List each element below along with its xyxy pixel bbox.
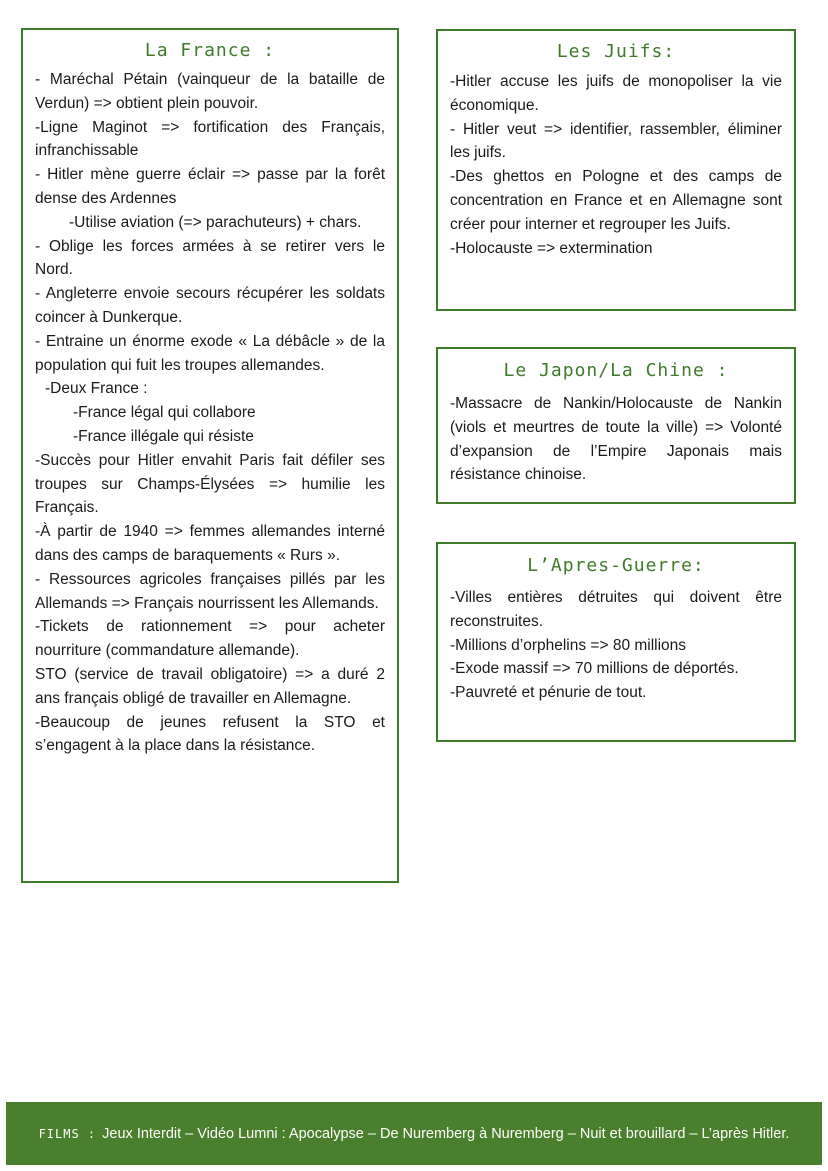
section-apres-guerre: [436, 542, 796, 742]
section-title: Les Juifs:: [556, 41, 676, 62]
list-item: -Hitler accuse les juifs de monopoliser la vie économique.: [450, 73, 782, 114]
list-item: - Oblige les forces armées à se retirer vers le Nord.: [35, 237, 385, 279]
list-item: -Exode massif => 70 millions de déportés.: [450, 660, 739, 678]
list-item: - Hitler mène guerre éclair => passe par la forêt dense des Ardennes: [35, 166, 385, 207]
list-item: -À partir de 1940 => femmes allemandes interné dans des camps de baraquements « Rurs ».: [35, 523, 385, 564]
section-list: [450, 70, 782, 260]
list-item: - Angleterre envoie secours récupérer les soldats coincer à Dunkerque.: [35, 285, 385, 326]
section-list: [450, 586, 782, 705]
section-juifs: [436, 29, 796, 311]
list-item: - Ressources agricoles françaises pillés par les Allemands => Français nourrissent les Allemands.: [35, 570, 385, 612]
list-item: STO (service de travail obligatoire) => a duré 2 ans français obligé de travailler en Allemagne.: [35, 665, 385, 707]
list-item: -Pauvreté et pénurie de tout.: [450, 684, 647, 702]
films-label: FILMS :: [38, 1126, 97, 1141]
list-item: - Entraine un énorme exode « La débâcle » de la population qui fuit les troupes allemandes.: [35, 332, 385, 374]
list-item: -Millions d’orphelins => 80 millions: [450, 636, 687, 654]
list-item: -France illégale qui résiste: [73, 427, 254, 445]
section-list: [35, 68, 385, 758]
list-item: -Tickets de rationnement => pour acheter nourriture (commandature allemande).: [35, 618, 385, 660]
section-title: La France :: [144, 40, 276, 61]
list-item: - Maréchal Pétain (vainqueur de la bataille de Verdun) => obtient plein pouvoir.: [35, 71, 385, 112]
section-title: L’Apres-Guerre:: [527, 555, 705, 576]
section-france: [21, 28, 399, 883]
list-item: - Hitler veut => identifier, rassembler, éliminer les juifs.: [450, 120, 782, 162]
films-list: Jeux Interdit – Vidéo Lumni : Apocalypse – De Nuremberg à Nuremberg – Nuit et brouillard – L’après Hitler.: [102, 1125, 790, 1142]
list-item: -Des ghettos en Pologne et des camps de concentration en France et en Allemagne sont créer pour interner et regrouper les Juifs.: [450, 168, 782, 233]
list-item: -Ligne Maginot => fortification des Français, infranchissable: [35, 118, 385, 160]
list-item: -Utilise aviation (=> parachuteurs) + chars.: [69, 213, 362, 231]
section-list: [450, 392, 782, 487]
list-item: -Holocauste => extermination: [450, 239, 653, 257]
list-item: -Beaucoup de jeunes refusent la STO et s’engagent à la place dans la résistance.: [35, 713, 385, 755]
list-item: -Succès pour Hitler envahit Paris fait défiler ses troupes sur Champs-Élysées => humilie les Français.: [35, 451, 385, 517]
films-footer: [6, 1102, 822, 1165]
list-item: -Massacre de Nankin/Holocauste de Nankin (viols et meurtres de toute la ville) => Volonté d’expansion de l’Empire Japonais mais résistance chinoise.: [450, 395, 782, 484]
list-item: -Deux France :: [45, 380, 148, 398]
list-item: -Villes entières détruites qui doivent être reconstruites.: [450, 589, 782, 630]
section-japon-chine: [436, 347, 796, 504]
section-title: Le Japon/La Chine :: [503, 360, 729, 381]
list-item: -France légal qui collabore: [73, 404, 256, 422]
